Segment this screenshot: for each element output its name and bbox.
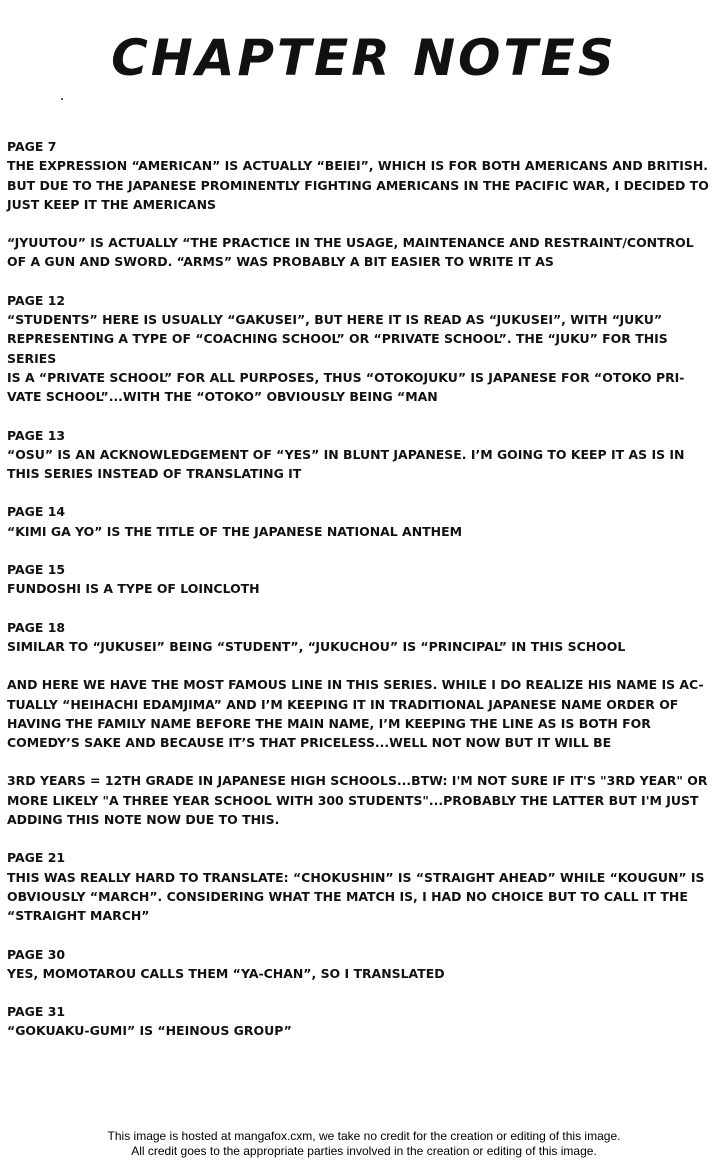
note-block xyxy=(7,291,723,407)
page-heading: PAGE 13 xyxy=(7,427,66,443)
chapter-notes-list xyxy=(7,137,723,1060)
page-heading: PAGE 7 xyxy=(7,139,57,154)
page-heading: PAGE 30 xyxy=(7,946,66,962)
note-line: THE EXPRESSION “AMERICAN” IS ACTUALLY “BEIEI”, WHICH IS FOR BOTH AMERICANS AND BRITISH. xyxy=(7,158,709,174)
note-line: THIS WAS REALLY HARD TO TRANSLATE: “CHOKUSHIN” IS “STRAIGHT AHEAD” WHILE “KOUGUN” IS xyxy=(7,869,705,885)
note-line: BUT DUE TO THE JAPANESE PROMINENTLY FIGHTING AMERICANS IN THE PACIFIC WAR, I DECIDED TO xyxy=(7,177,709,193)
page-title: CHAPTER NOTES xyxy=(111,29,617,87)
note-line: FUNDOSHI IS A TYPE OF LOINCLOTH xyxy=(7,581,260,597)
note-block xyxy=(7,945,723,984)
note-line: 3RD YEARS = 12TH GRADE IN JAPANESE HIGH SCHOOLS...BTW: I'M NOT SURE IF IT'S "3RD YEAR" OR xyxy=(7,773,708,789)
page-heading: PAGE 12 xyxy=(7,292,66,308)
page-heading: PAGE 15 xyxy=(7,562,66,578)
page-heading: PAGE 31 xyxy=(7,1004,66,1020)
note-line: “OSU” IS AN ACKNOWLEDGEMENT OF “YES” IN BLUNT JAPANESE. I’M GOING TO KEEP IT AS IS IN xyxy=(7,446,685,462)
scan-speck xyxy=(61,98,63,100)
note-line: “JYUUTOU” IS ACTUALLY “THE PRACTICE IN THE USAGE, MAINTENANCE AND RESTRAINT/CONTROL xyxy=(7,235,694,251)
note-line: “STRAIGHT MARCH” xyxy=(7,908,150,924)
note-block xyxy=(7,675,723,752)
note-line: OF A GUN AND SWORD. “ARMS” WAS PROBABLY A BIT EASIER TO WRITE IT AS xyxy=(7,254,554,270)
note-line: REPRESENTING A TYPE OF “COACHING SCHOOL” OR “PRIVATE SCHOOL”. THE “JUKU” FOR THIS xyxy=(7,331,668,347)
note-line: COMEDY’S SAKE AND BECAUSE IT’S THAT PRICELESS...WELL NOT NOW BUT IT WILL BE xyxy=(7,735,612,751)
note-line: JUST KEEP IT THE AMERICANS xyxy=(7,196,216,212)
note-block xyxy=(7,137,723,214)
hosting-credit-footer xyxy=(0,1129,728,1158)
note-block xyxy=(7,848,723,925)
note-block xyxy=(7,233,723,272)
note-line: ADDING THIS NOTE NOW DUE TO THIS. xyxy=(7,812,280,828)
note-line: MORE LIKELY "A THREE YEAR SCHOOL WITH 300 STUDENTS"...PROBABLY THE LATTER BUT I'M JUST xyxy=(7,792,699,808)
note-line: OBVIOUSLY “MARCH”. CONSIDERING WHAT THE MATCH IS, I HAD NO CHOICE BUT TO CALL IT THE xyxy=(7,888,688,904)
note-block xyxy=(7,560,723,599)
note-line: YES, MOMOTAROU CALLS THEM “YA-CHAN”, SO I TRANSLATED xyxy=(7,965,445,981)
note-block xyxy=(7,426,723,484)
note-line: THIS SERIES INSTEAD OF TRANSLATING IT xyxy=(7,466,302,482)
note-line: HAVING THE FAMILY NAME BEFORE THE MAIN NAME, I’M KEEPING THE LINE AS IS BOTH FOR xyxy=(7,715,651,731)
footer-line-2: All credit goes to the appropriate parties involved in the creation or editing of this image. xyxy=(131,1143,597,1158)
page-heading: PAGE 18 xyxy=(7,619,66,635)
footer-line-1: This image is hosted at mangafox.cxm, we take no credit for the creation or editing of this image. xyxy=(107,1129,621,1143)
note-line: SIMILAR TO “JUKUSEI” BEING “STUDENT”, “JUKUCHOU” IS “PRINCIPAL” IN THIS SCHOOL xyxy=(7,638,626,654)
note-line: “KIMI GA YO” IS THE TITLE OF THE JAPANESE NATIONAL ANTHEM xyxy=(7,523,462,539)
page-heading: PAGE 14 xyxy=(7,504,66,520)
page-heading: PAGE 21 xyxy=(7,850,66,866)
note-block xyxy=(7,502,723,541)
note-line: TUALLY “HEIHACHI EDAMJIMA” AND I’M KEEPING IT IN TRADITIONAL JAPANESE NAME ORDER OF xyxy=(7,696,679,712)
note-block xyxy=(7,1002,723,1041)
note-line: “STUDENTS” HERE IS USUALLY “GAKUSEI”, BUT HERE IT IS READ AS “JUKUSEI”, WITH “JUKU” xyxy=(7,312,663,328)
note-block xyxy=(7,618,723,657)
note-block xyxy=(7,771,723,829)
note-line: SERIES xyxy=(7,350,57,366)
note-line: AND HERE WE HAVE THE MOST FAMOUS LINE IN THIS SERIES. WHILE I DO REALIZE HIS NAME IS AC- xyxy=(7,677,704,693)
note-line: “GOKUAKU-GUMI” IS “HEINOUS GROUP” xyxy=(7,1023,292,1039)
note-line: VATE SCHOOL”...WITH THE “OTOKO” OBVIOUSLY BEING “MAN xyxy=(7,389,438,405)
note-line: IS A “PRIVATE SCHOOL” FOR ALL PURPOSES, THUS “OTOKOJUKU” IS JAPANESE FOR “OTOKO PRI- xyxy=(7,369,685,385)
